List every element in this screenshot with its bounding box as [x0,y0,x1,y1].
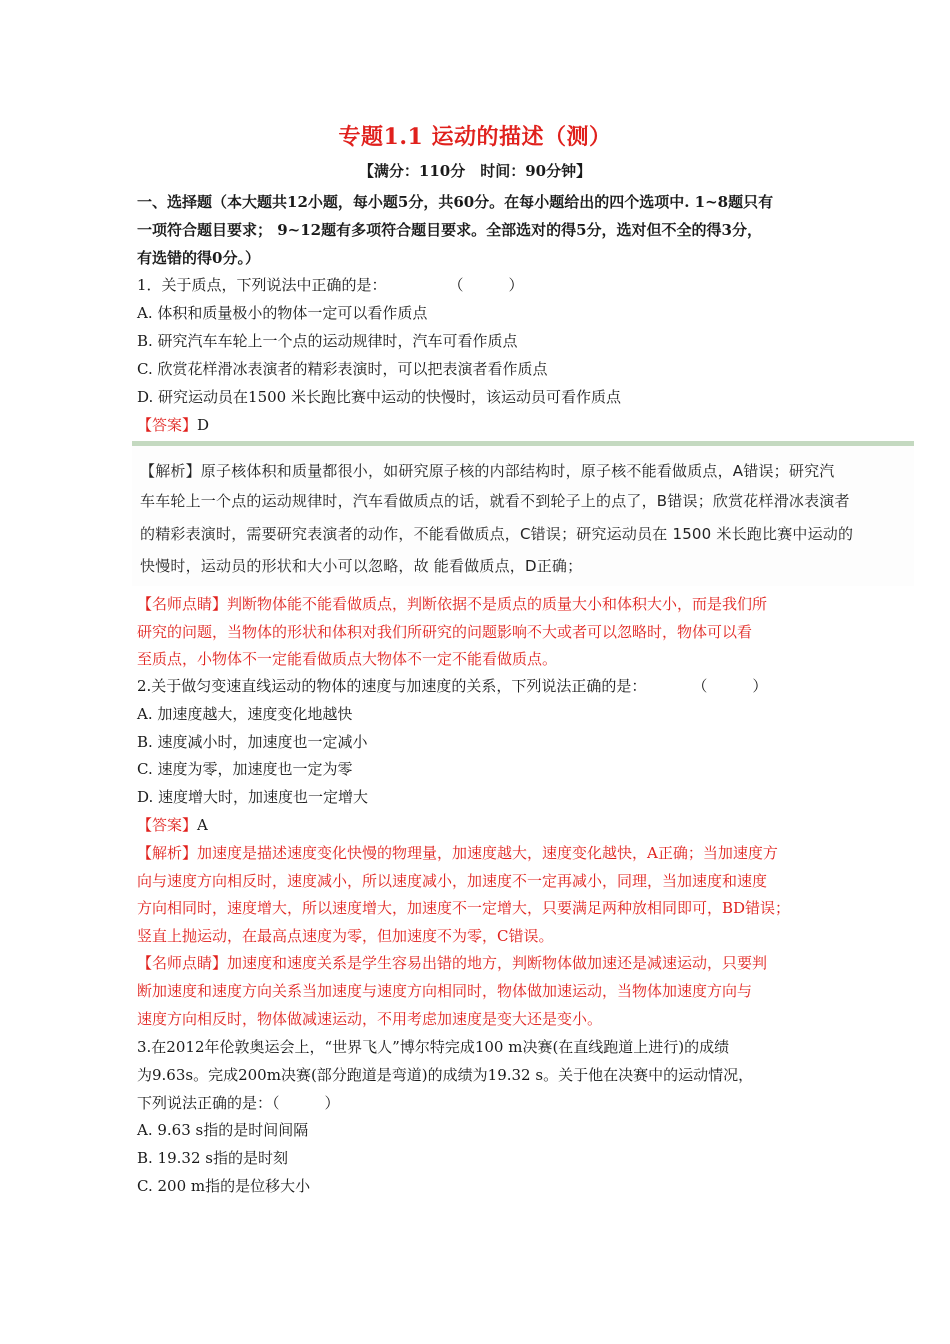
analysis-line: 快慢时，运动员的形状和大小可以忽略，故 能看做质点，D正确； [140,557,583,575]
q1-analysis-image [132,441,914,586]
q3-option-c: C. 200 m指的是位移大小 [137,1177,311,1195]
q2-option-b: B. 速度减小时，加速度也一定减小 [137,733,368,751]
q1-option-a: A. 体积和质量极小的物体一定可以看作质点 [137,304,428,322]
q1-option-d: D. 研究运动员在1500 米长跑比赛中运动的快慢时，该运动员可看作质点 [137,388,621,406]
q2-stem-text: 2.关于做匀变速直线运动的物体的速度与加速度的关系，下列说法正确的是： [137,677,647,695]
q2-answer [137,815,208,835]
q2-analysis-line: 向与速度方向相反时，速度减小，所以速度减小，加速度不一定再减小，同理，当加速度和速度 [137,872,768,890]
q1-stem [137,275,524,295]
analysis-line: 车车轮上一个点的运动规律时，汽车看做质点的话，就看不到轮子上的点了，B错误；欣赏花样滑冰表演者 [140,492,850,510]
answer-value: D [197,416,210,434]
exam-meta: 【满分：110分 时间：90分钟】 [358,162,592,180]
q3-stem-line: 为9.63s。完成200m决赛(部分跑道是弯道)的成绩为19.32 s。关于他在决赛中的运动情况， [137,1066,754,1084]
section-instruction-line: 一、选择题（本大题共12小题，每小题5分，共60分。在每小题给出的四个选项中. 1~8题只有 [137,193,774,211]
q3-option-a: A. 9.63 s指的是时间间隔 [137,1121,309,1139]
q2-analysis-line: 竖直上抛运动，在最高点速度为零，但加速度不为零，C错误。 [137,927,554,945]
analysis-line: 的精彩表演时，需要研究表演者的动作，不能看做质点，C错误；研究运动员在 1500 米长跑比赛中运动的 [140,525,854,543]
section-instruction-line: 一项符合题目要求； 9~12题有多项符合题目要求。全部选对的得5分，选对但不全的得3分， [137,221,762,239]
q2-analysis-line: 方向相同时，速度增大，所以速度增大，加速度不一定增大，只要满足两种放相同即可，BD错误； [137,899,791,917]
q2-analysis-line: 【解析】加速度是描述速度变化快慢的物理量，加速度越大，速度变化越快，A正确；当加速度方 [137,844,778,862]
q2-stem [137,676,767,696]
q2-tip-line: 断加速度和速度方向关系当加速度与速度方向相同时，物体做加速运动，当物体加速度方向与 [137,982,753,1000]
q3-option-b: B. 19.32 s指的是时刻 [137,1149,288,1167]
q2-tip-line: 速度方向相反时，物体做减速运动，不用考虑加速度是变大还是变小。 [137,1010,603,1028]
q3-stem-line: 3.在2012年伦敦奥运会上，“世界飞人”博尔特完成100 m决赛(在直线跑道上进行)的成绩 [137,1038,730,1056]
analysis-line: 【解析】原子核体积和质量都很小，如研究原子核的内部结构时，原子核不能看做质点，A错误；研究汽 [140,462,835,480]
q2-tip-line: 【名师点睛】加速度和速度关系是学生容易出错的地方，判断物体做加速还是减速运动，只要判 [137,954,768,972]
q1-answer [137,415,209,435]
q2-option-a: A. 加速度越大，速度变化地越快 [137,705,353,723]
q1-option-c: C. 欣赏花样滑冰表演者的精彩表演时，可以把表演者看作质点 [137,360,548,378]
answer-label: 【答案】 [137,416,198,434]
answer-label: 【答案】 [137,816,198,834]
answer-value: A [197,816,208,834]
q1-tip-line: 【名师点睛】判断物体能不能看做质点，判断依据不是质点的质量大小和体积大小，而是我们所 [137,595,768,613]
page-title: 专题1.1 运动的描述（测） [338,124,612,150]
q2-option-c: C. 速度为零，加速度也一定为零 [137,760,353,778]
q3-stem-line: 下列说法正确的是：（ ） [137,1094,340,1112]
q1-tip-line: 研究的问题，当物体的形状和体积对我们所研究的问题影响不大或者可以忽略时，物体可以看 [137,623,753,641]
q1-tip-line: 至质点，小物体不一定能看做质点大物体不一定不能看做质点。 [137,650,558,668]
q1-option-b: B. 研究汽车车轮上一个点的运动规律时，汽车可看作质点 [137,332,518,350]
q1-stem-text: 1．关于质点，下列说法中正确的是： [137,276,387,294]
q2-answer-paren: （ ） [692,677,768,695]
q1-answer-paren: （ ） [448,276,524,294]
q2-option-d: D. 速度增大时，加速度也一定增大 [137,788,369,806]
section-instruction-line: 有选错的得0分。） [137,249,260,267]
